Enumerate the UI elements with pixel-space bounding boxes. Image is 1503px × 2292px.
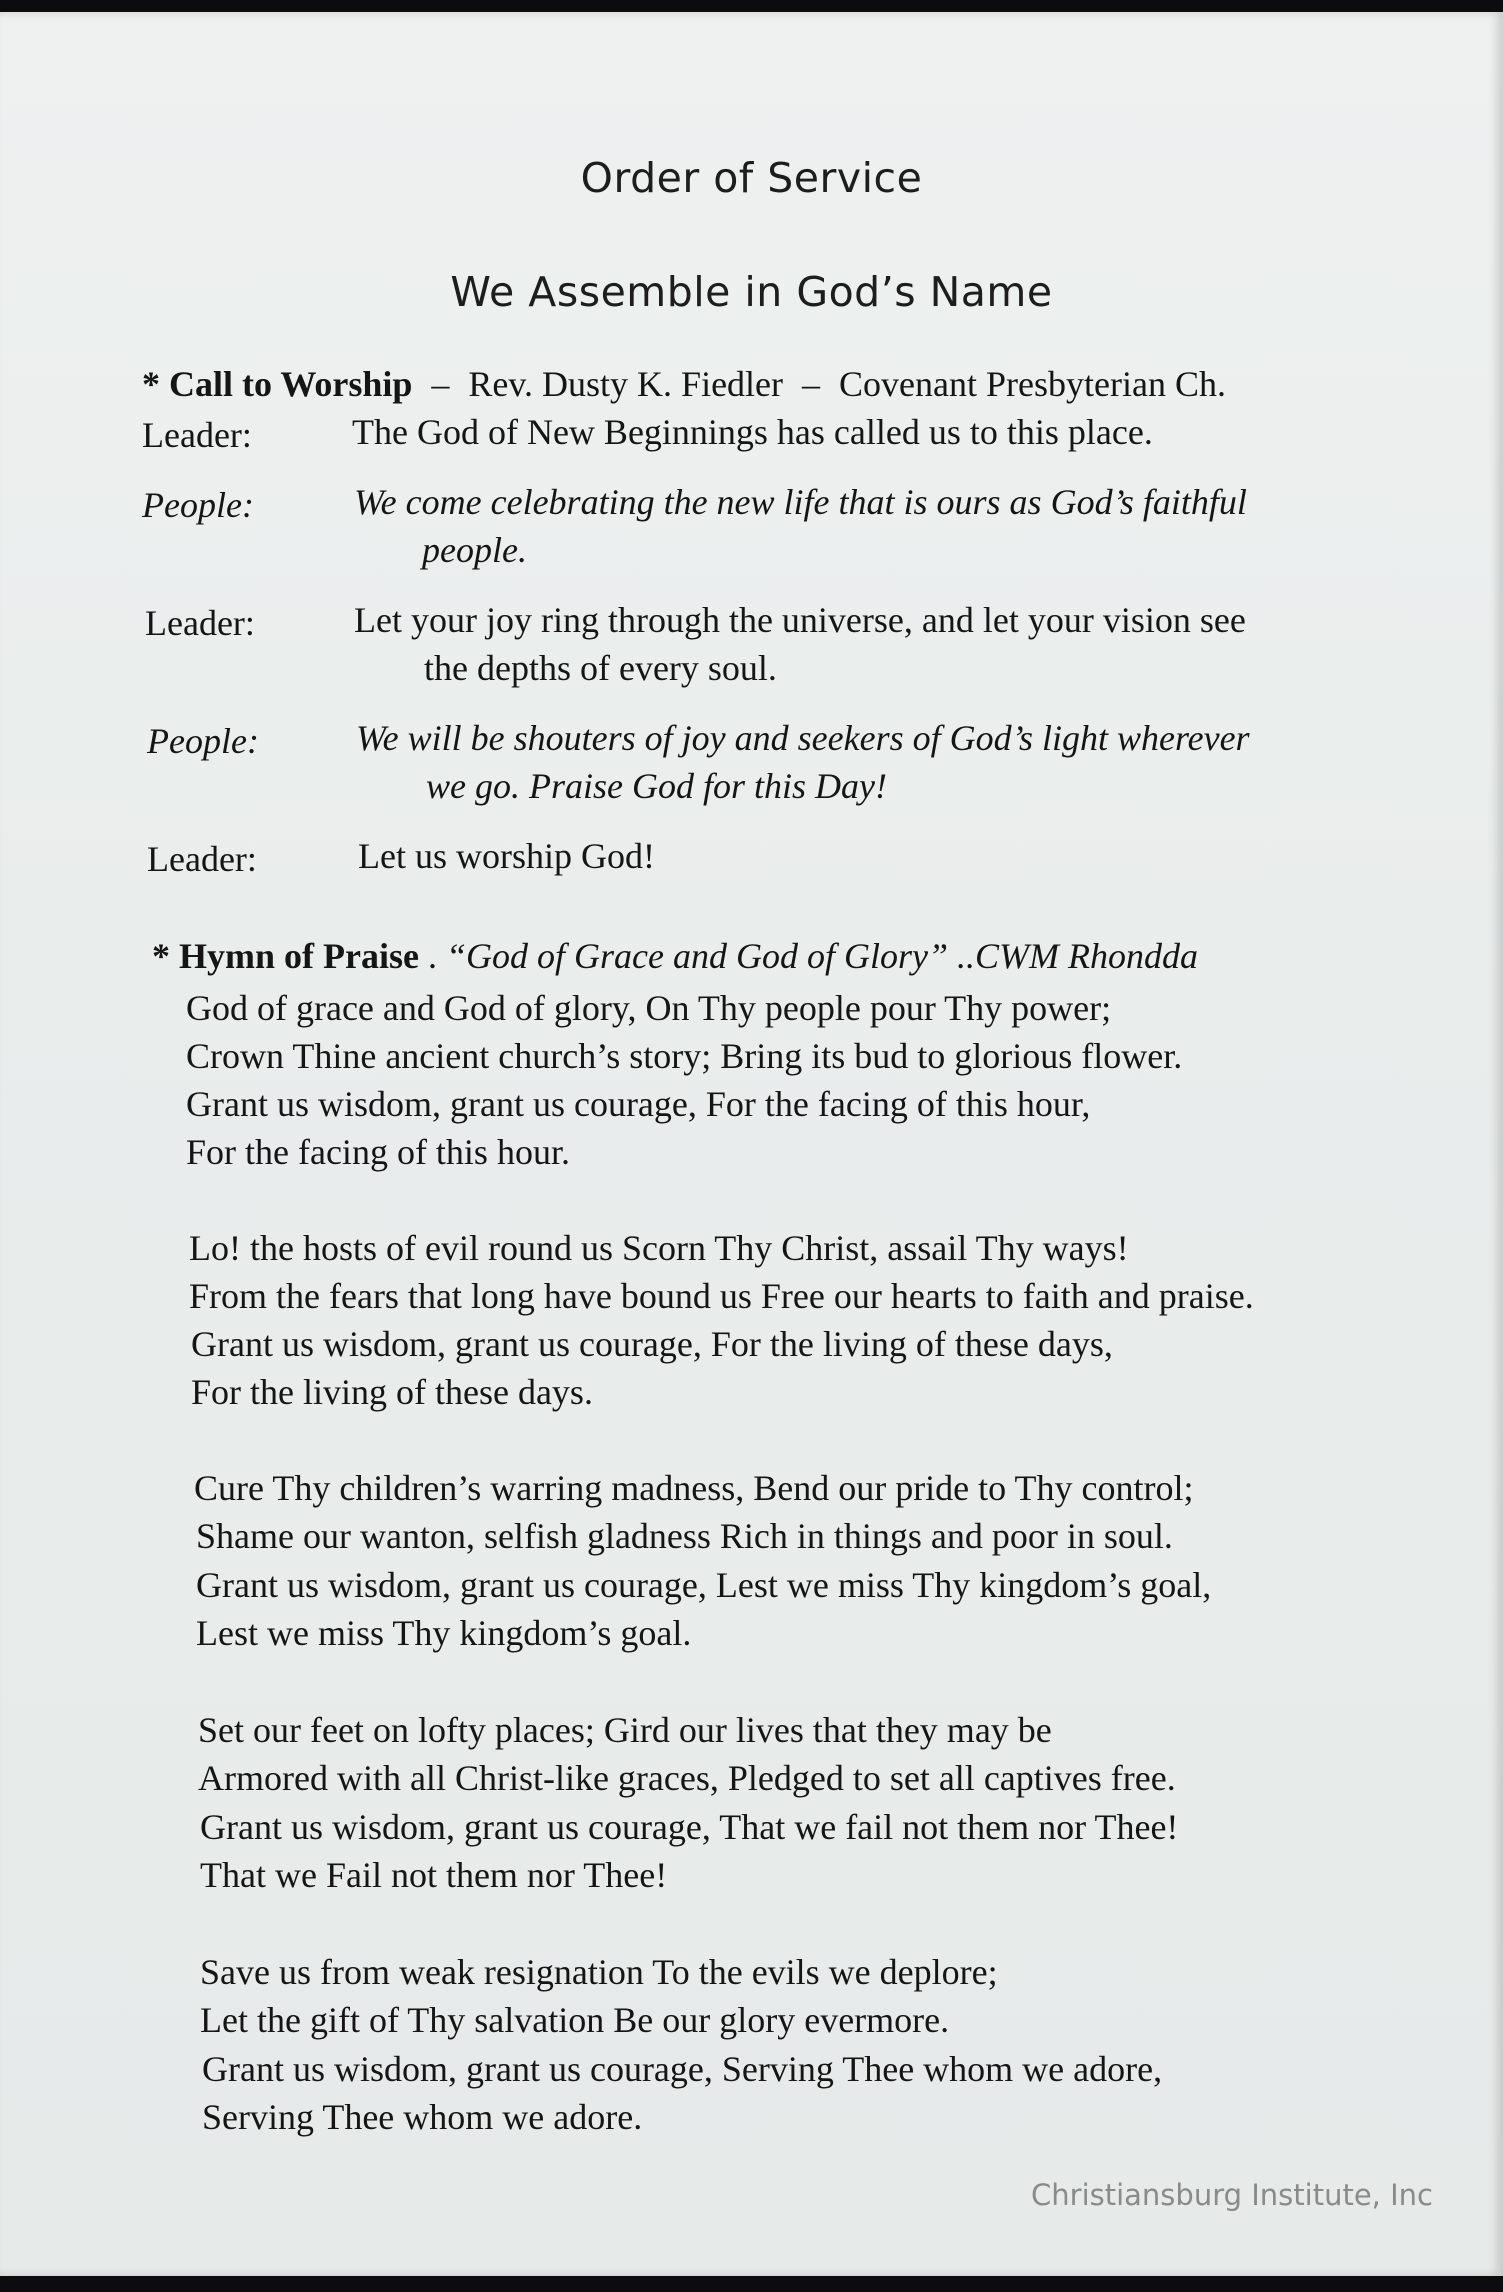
hymn-line: For the facing of this hour.	[186, 1132, 570, 1172]
hymn-line: Lest we miss Thy kingdom’s goal.	[196, 1613, 692, 1653]
litany-line: The God of New Beginnings has called us to this place.	[352, 412, 1153, 452]
hymn-line: Let the gift of Thy salvation Be our glory evermore.	[200, 2000, 950, 2040]
page-title: Order of Service	[580, 154, 923, 202]
litany-line: We come celebrating the new life that is ours as God’s faithful	[354, 482, 1247, 522]
bulletin-page	[0, 12, 1503, 2276]
hymn-line: Crown Thine ancient church’s story; Bring its bud to glorious flower.	[186, 1036, 1183, 1076]
hymn-line: Grant us wisdom, grant us courage, Lest we miss Thy kingdom’s goal,	[196, 1565, 1212, 1605]
hymn-heading-row	[152, 938, 1198, 974]
hymn-line: From the fears that long have bound us Free our hearts to faith and praise.	[189, 1276, 1254, 1316]
litany-line-continued: the depths of every soul.	[424, 648, 777, 688]
hymn-line: God of grace and God of glory, On Thy people pour Thy power;	[186, 988, 1112, 1028]
hymn-line: That we Fail not them nor Thee!	[200, 1855, 668, 1895]
hymn-line: For the living of these days.	[191, 1372, 593, 1412]
hymn-line: Lo! the hosts of evil round us Scorn Thy Christ, assail Thy ways!	[189, 1228, 1129, 1268]
hymn-line: Save us from weak resignation To the evils we deplore;	[200, 1952, 998, 1992]
litany-line: Let your joy ring through the universe, and let your vision see	[354, 600, 1246, 640]
litany-line-continued: we go. Praise God for this Day!	[426, 766, 887, 806]
hymn-line: Grant us wisdom, grant us courage, That we fail not them nor Thee!	[200, 1807, 1179, 1847]
dash-separator: –	[431, 364, 450, 404]
asterisk-mark: *	[152, 936, 170, 976]
speaker-label: Leader:	[145, 603, 255, 643]
hymn-line: Grant us wisdom, grant us courage, Serving Thee whom we adore,	[202, 2049, 1163, 2089]
litany-line-continued: people.	[422, 530, 527, 570]
asterisk-mark: *	[142, 364, 160, 404]
hymn-line: Shame our wanton, selfish gladness Rich in things and poor in soul.	[196, 1516, 1173, 1556]
speaker-label: Leader:	[142, 415, 252, 455]
dash-separator: –	[802, 364, 821, 404]
page-subtitle: We Assemble in God’s Name	[450, 268, 1053, 316]
call-to-worship-heading: Call to Worship	[169, 364, 413, 404]
hymn-separator: .	[427, 936, 437, 976]
speaker-label: People:	[147, 721, 259, 761]
church-name: Covenant Presbyterian Ch.	[839, 364, 1226, 404]
hymn-heading: Hymn of Praise	[179, 936, 419, 976]
hymn-line: Cure Thy children’s warring madness, Bend our pride to Thy control;	[194, 1468, 1194, 1508]
speaker-label: People:	[142, 485, 254, 525]
litany-line: We will be shouters of joy and seekers of God’s light wherever	[356, 718, 1250, 758]
hymn-line: Grant us wisdom, grant us courage, For the living of these days,	[191, 1324, 1113, 1364]
hymn-line: Set our feet on lofty places; Gird our lives that they may be	[198, 1710, 1052, 1750]
hymn-line: Armored with all Christ-like graces, Pledged to set all captives free.	[198, 1758, 1176, 1798]
hymn-line: Grant us wisdom, grant us courage, For the facing of this hour,	[186, 1084, 1091, 1124]
minister-name: Rev. Dusty K. Fiedler	[468, 364, 784, 404]
litany-line: Let us worship God!	[358, 836, 655, 876]
hymn-name: “God of Grace and God of Glory” ..CWM Rhondda	[445, 936, 1198, 976]
call-to-worship-heading-row	[142, 366, 1226, 402]
watermark-text: Christiansburg Institute, Inc	[1031, 2178, 1433, 2212]
speaker-label: Leader:	[147, 839, 257, 879]
hymn-line: Serving Thee whom we adore.	[202, 2097, 643, 2137]
